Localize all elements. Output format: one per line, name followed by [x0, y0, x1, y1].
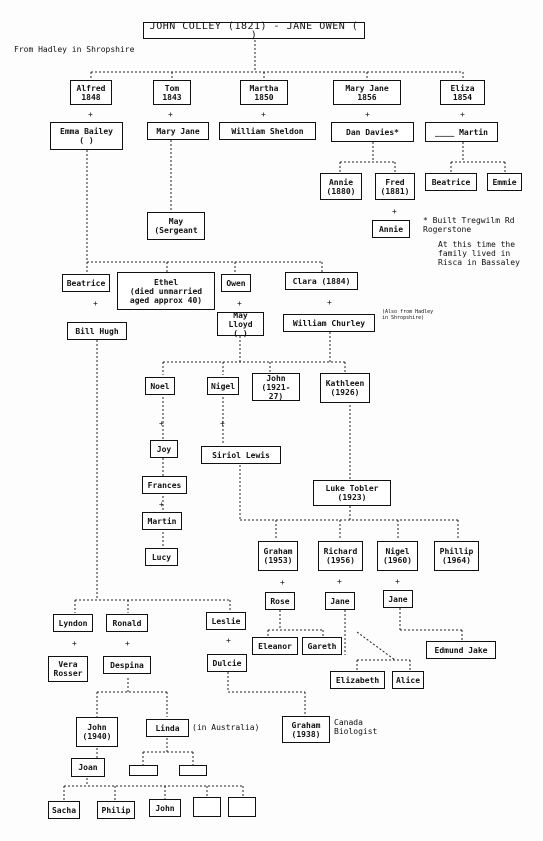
marriage-sign: + [337, 577, 342, 586]
note-risca: At this time the family lived in Risca in Bassaley [438, 240, 520, 267]
origin-note: From Hadley in Shropshire [14, 45, 135, 54]
person-philip: Philip [97, 801, 135, 819]
marriage-sign: + [395, 577, 400, 586]
root-couple-title: JOHN COLLEY (1821) - JANE OWEN ( ) [143, 22, 365, 39]
person-alice: Alice [392, 671, 424, 689]
person-joan: Joan [71, 758, 105, 777]
person-william-sheldon: William Sheldon [219, 122, 316, 140]
marriage-sign: + [392, 207, 397, 216]
person-edmund-jake: Edmund Jake [426, 641, 496, 659]
marriage-sign: + [261, 110, 266, 119]
marriage-sign: + [159, 419, 164, 428]
person-martin: Martin [142, 512, 182, 530]
person-may-sergeant: May (Sergeant [147, 212, 205, 240]
marriage-sign: + [280, 578, 285, 587]
person-owen: Owen [221, 274, 251, 292]
person-phillip: Phillip (1964) [434, 541, 479, 571]
person-graham-1953: Graham (1953) [258, 541, 298, 571]
person-nigel-1960: Nigel (1960) [377, 541, 418, 571]
person-kathleen: Kathleen (1926) [320, 373, 370, 403]
person-emmie: Emmie [487, 173, 522, 191]
person-clara: Clara (1884) [285, 272, 358, 290]
person-lyndon: Lyndon [53, 614, 93, 632]
person-dan-davies: Dan Davies* [331, 122, 414, 142]
person-jane-richard: Jane [325, 592, 355, 610]
person-vera-rosser: Vera Rosser [48, 656, 88, 682]
person-jane-nigel: Jane [383, 590, 413, 608]
person-siriol-lewis: Siriol Lewis [201, 446, 281, 464]
person-mary-jane: Mary Jane [147, 122, 209, 140]
person-beatrice: Beatrice [62, 274, 110, 292]
person-annie-1880: Annie (1880) [320, 173, 362, 200]
marriage-sign: + [220, 419, 225, 428]
person-may-lloyd: May Lloyd ( ) [217, 312, 264, 336]
note-churley-origin: (Also from Hadley in Shropshire) [382, 309, 434, 321]
person-unnamed-child [228, 797, 256, 817]
person-martin-eliza: ____ Martin [425, 122, 498, 142]
person-emma-bailey: Emma Bailey ( ) [50, 122, 123, 150]
person-frances: Frances [142, 476, 187, 494]
note-canada-biologist: Canada Biologist [334, 718, 378, 736]
person-alfred: Alfred 1848 [70, 80, 112, 105]
marriage-sign: + [125, 639, 130, 648]
person-graham-1938: Graham (1938) [282, 716, 330, 743]
person-eleanor: Eleanor [252, 637, 298, 655]
person-lucy: Lucy [145, 548, 178, 566]
person-tom: Tom 1843 [153, 80, 191, 105]
person-sacha: Sacha [48, 801, 80, 819]
person-john-1940: John (1940) [76, 717, 118, 747]
person-noel: Noel [145, 377, 175, 395]
person-despina: Despina [103, 656, 151, 674]
person-elizabeth: Elizabeth [330, 671, 385, 689]
marriage-sign: + [237, 299, 242, 308]
marriage-sign: + [365, 110, 370, 119]
person-beatrice-eliza-line: Beatrice [425, 173, 477, 191]
marriage-sign: + [168, 110, 173, 119]
marriage-sign: + [226, 636, 231, 645]
person-leslie: Leslie [206, 612, 246, 630]
marriage-sign: + [327, 298, 332, 307]
person-unnamed-child [129, 765, 158, 776]
person-ronald: Ronald [106, 614, 148, 632]
person-eliza: Eliza 1854 [440, 80, 485, 105]
person-richard: Richard (1956) [318, 541, 363, 571]
person-linda: Linda [146, 719, 189, 737]
person-joy: Joy [150, 440, 178, 458]
marriage-sign: + [159, 500, 164, 509]
person-luke-tobler: Luke Tobler (1923) [313, 480, 391, 506]
person-nigel: Nigel [207, 377, 239, 395]
person-annie: Annie [372, 220, 410, 238]
person-william-churley: William Churley [283, 314, 375, 332]
person-unnamed-child [179, 765, 207, 776]
person-ethel: Ethel (died unmarried aged approx 40) [117, 272, 215, 310]
person-john-child: John [149, 799, 181, 817]
note-built-rogerstone: * Built Tregwilm Rd Rogerstone [423, 216, 515, 234]
person-mary-jane-1856: Mary Jane 1856 [333, 80, 401, 105]
person-unnamed-child [193, 797, 221, 817]
person-dulcie: Dulcie [207, 654, 247, 672]
person-fred: Fred (1881) [375, 173, 415, 200]
person-gareth: Gareth [302, 637, 342, 655]
person-john-1921: John (1921-27) [252, 373, 300, 401]
note-in-australia: (in Australia) [192, 723, 260, 732]
marriage-sign: + [88, 110, 93, 119]
person-bill-hugh: Bill Hugh [67, 322, 127, 340]
person-martha: Martha 1850 [240, 80, 288, 105]
marriage-sign: + [93, 299, 98, 308]
marriage-sign: + [72, 639, 77, 648]
marriage-sign: + [460, 110, 465, 119]
person-rose: Rose [265, 592, 295, 610]
